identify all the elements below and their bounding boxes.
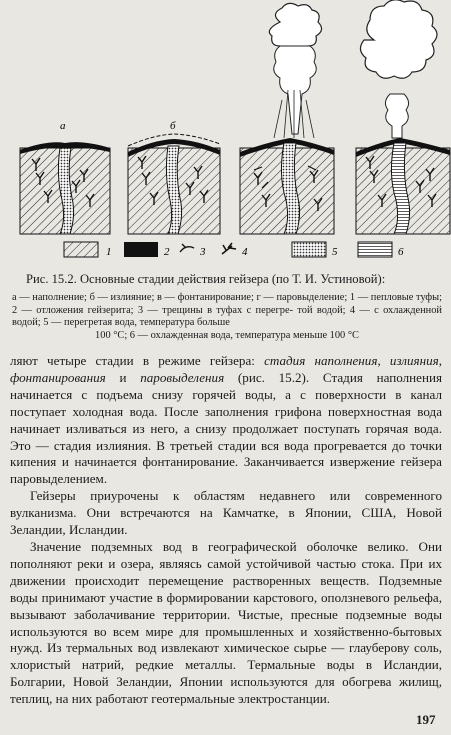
caption-line-2: 1 — пепловые туфы; 2 — отложения гейзерита; 3 — трещины в туфах с перегре- (12, 292, 442, 316)
panel-v (240, 0, 334, 234)
p1-and: и (105, 369, 141, 385)
caption-line-3: той водой; 4 — с охлажденной водой; 5 — перегретая вода, температура больше (12, 304, 442, 329)
figure-legend (62, 236, 451, 262)
panel-b (128, 120, 220, 234)
legend-num-3: 3 (200, 246, 206, 258)
paragraph-1 (10, 353, 442, 488)
legend-symbol-4 (222, 243, 236, 254)
term-fountaining: фонтанирования (10, 369, 106, 385)
term-steaming: паровыделения (140, 369, 225, 385)
caption-line-1: а — наполнение; б — излияние; в — фонтанирование; г — паровыделение; (12, 292, 348, 303)
term-outflow: излияния (389, 353, 439, 368)
legend-num-4: 4 (242, 246, 248, 258)
p1-sep-1: , (377, 353, 390, 368)
geyser-stages-figure (18, 0, 451, 235)
legend-num-6: 6 (398, 246, 404, 258)
legend-swatch-6 (358, 242, 392, 257)
legend-swatch-2 (124, 242, 158, 257)
panel-g (356, 0, 450, 234)
figure-caption-title: Рис. 15.2. Основные стадии действия гейзера (по Т. И. Устиновой): (26, 272, 386, 286)
p1-text-a: ляют четыре стадии в режиме гейзера: (10, 353, 265, 368)
body-text (10, 353, 442, 708)
panel-a (20, 120, 110, 234)
panel-label-b: б (170, 120, 176, 132)
term-filling: стадия наполнения (264, 353, 378, 368)
paragraph-2: Гейзеры приурочены к областям недавнего или современного вулканизма. Они встречаются на Камчатке, в Японии, США, Новой Зеландии, Исландии. (10, 488, 442, 538)
panel-label-a: а (60, 120, 66, 132)
paragraph-3: Значение подземных вод в географической оболочке велико. Они пополняют реки и озера, являясь самой устойчивой частью стока. При их движении происходит перемещение растворенных веществ. Подземные воды принимают участие в формировании карстового, оползневого рельефа, вызывают заболачивание территории. Чистые, пресные подземные воды используются во всем мире для промышленных и хозяйственно-бытовых нужд. Из термальных вод извлекают химическое сырье — глауберову соль, хлористый натрий, редкие металлы. Термальные воды в Исландии, Болгарии, Новой Зеландии, Японии используются для обогрева жилищ, теплиц, на них работают геотермальные электростанции. (10, 538, 442, 707)
legend-num-1: 1 (106, 246, 112, 258)
legend-num-5: 5 (332, 246, 338, 258)
legend-swatch-1 (64, 242, 98, 257)
caption-line-4: 100 °С; 6 — охлажденная вода, температура меньше 100 °С (95, 329, 359, 341)
p1-text-b: (рис. 15.2). Стадия наполнения начинается с подъема снизу горячей воды, а с поверхности в канал поступает холодная вода. После заполнения грифона поверхностная вода начинает изливаться из него, а снизу продолжает поступать горячая вода. Это — стадия излияния. В третьей стадии вся вода прогревается до точки кипения и начинается фонтанирование. Заканчивается извержение гейзера паровыделением. (10, 369, 442, 487)
p1-sep-2: , (438, 353, 442, 368)
legend-symbol-3 (180, 244, 194, 252)
page-number: 197 (416, 712, 436, 727)
legend-num-2: 2 (164, 246, 170, 258)
legend-swatch-5 (292, 242, 326, 257)
figure-caption-body (12, 292, 442, 342)
